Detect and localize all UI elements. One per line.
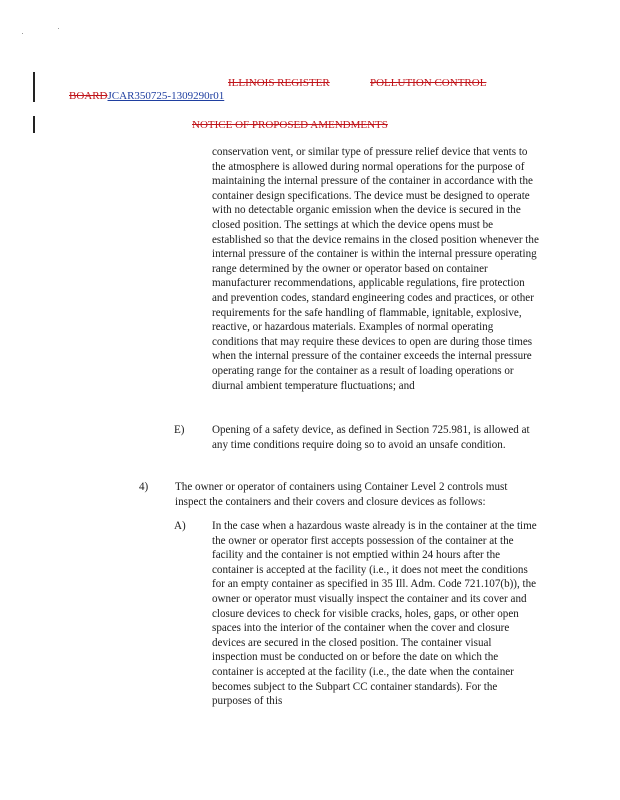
board-title: POLLUTION CONTROL	[370, 77, 487, 89]
register-title: ILLINOIS REGISTER	[228, 77, 330, 89]
document-code: JCAR350725-1309290r01	[107, 90, 225, 102]
header-line-two	[69, 90, 224, 103]
change-bar-notice	[33, 116, 35, 133]
continuation-paragraph	[212, 145, 539, 393]
item-e-label: E)	[174, 424, 185, 436]
item-4-text: The owner or operator of containers using Container Level 2 controls must inspect the containers and their covers and closure devices as follows:	[175, 481, 508, 508]
item-a-paragraph	[212, 519, 538, 709]
change-bar-top	[33, 72, 35, 102]
item-4-label: 4)	[139, 481, 149, 493]
item-4-paragraph	[175, 480, 541, 509]
board-word: BOARD	[69, 90, 108, 102]
scan-speck	[22, 33, 23, 34]
scan-speck	[58, 28, 59, 29]
item-a-label: A)	[174, 520, 186, 532]
item-e-text: Opening of a safety device, as defined in Section 725.981, is allowed at any time conditions require doing so to avoid an unsafe condition.	[212, 424, 530, 451]
continuation-text: conservation vent, or similar type of pressure relief device that vents to the atmosphere is allowed during normal operations for the purpose of maintaining the internal pressure of the container in accordance with the container design specifications. The device must be designed to operate with no detectable organic emission when the device is secured in the closed position. The settings at which the device opens must be established so that the device remains in the closed position whenever the internal pressure of the container is within the internal pressure operating range determined by the owner or operator based on container manufacturer recommendations, applicable regulations, fire protection and prevention codes, standard engineering codes and practices, or other requirements for the safe handling of flammable, ignitable, explosive, reactive, or hazardous materials. Examples of normal operating conditions that may require these devices to open are during those times when the internal pressure of the container exceeds the internal pressure operating range for the container as a result of loading operations or diurnal ambient temperature fluctuations; and	[212, 146, 539, 392]
notice-heading: NOTICE OF PROPOSED AMENDMENTS	[192, 119, 388, 131]
item-a-text: In the case when a hazardous waste already is in the container at the time the owner or operator first accepts possession of the container at the facility and the container is not emptied within 24 hours after the container is accepted at the facility (i.e., it does not meet the conditions for an empty container as specified in 35 Ill. Adm. Code 721.107(b)), the owner or operator must visually inspect the container and its cover and closure devices to check for visible cracks, holes, gaps, or other open spaces into the interior of the container when the cover and closure devices are secured in the closed position. The container visual inspection must be conducted on or before the date on which the container is accepted at the facility (i.e., the date when the container becomes subject to the Subpart CC container standards). For the purposes of this	[212, 520, 537, 708]
item-e-paragraph	[212, 423, 536, 452]
